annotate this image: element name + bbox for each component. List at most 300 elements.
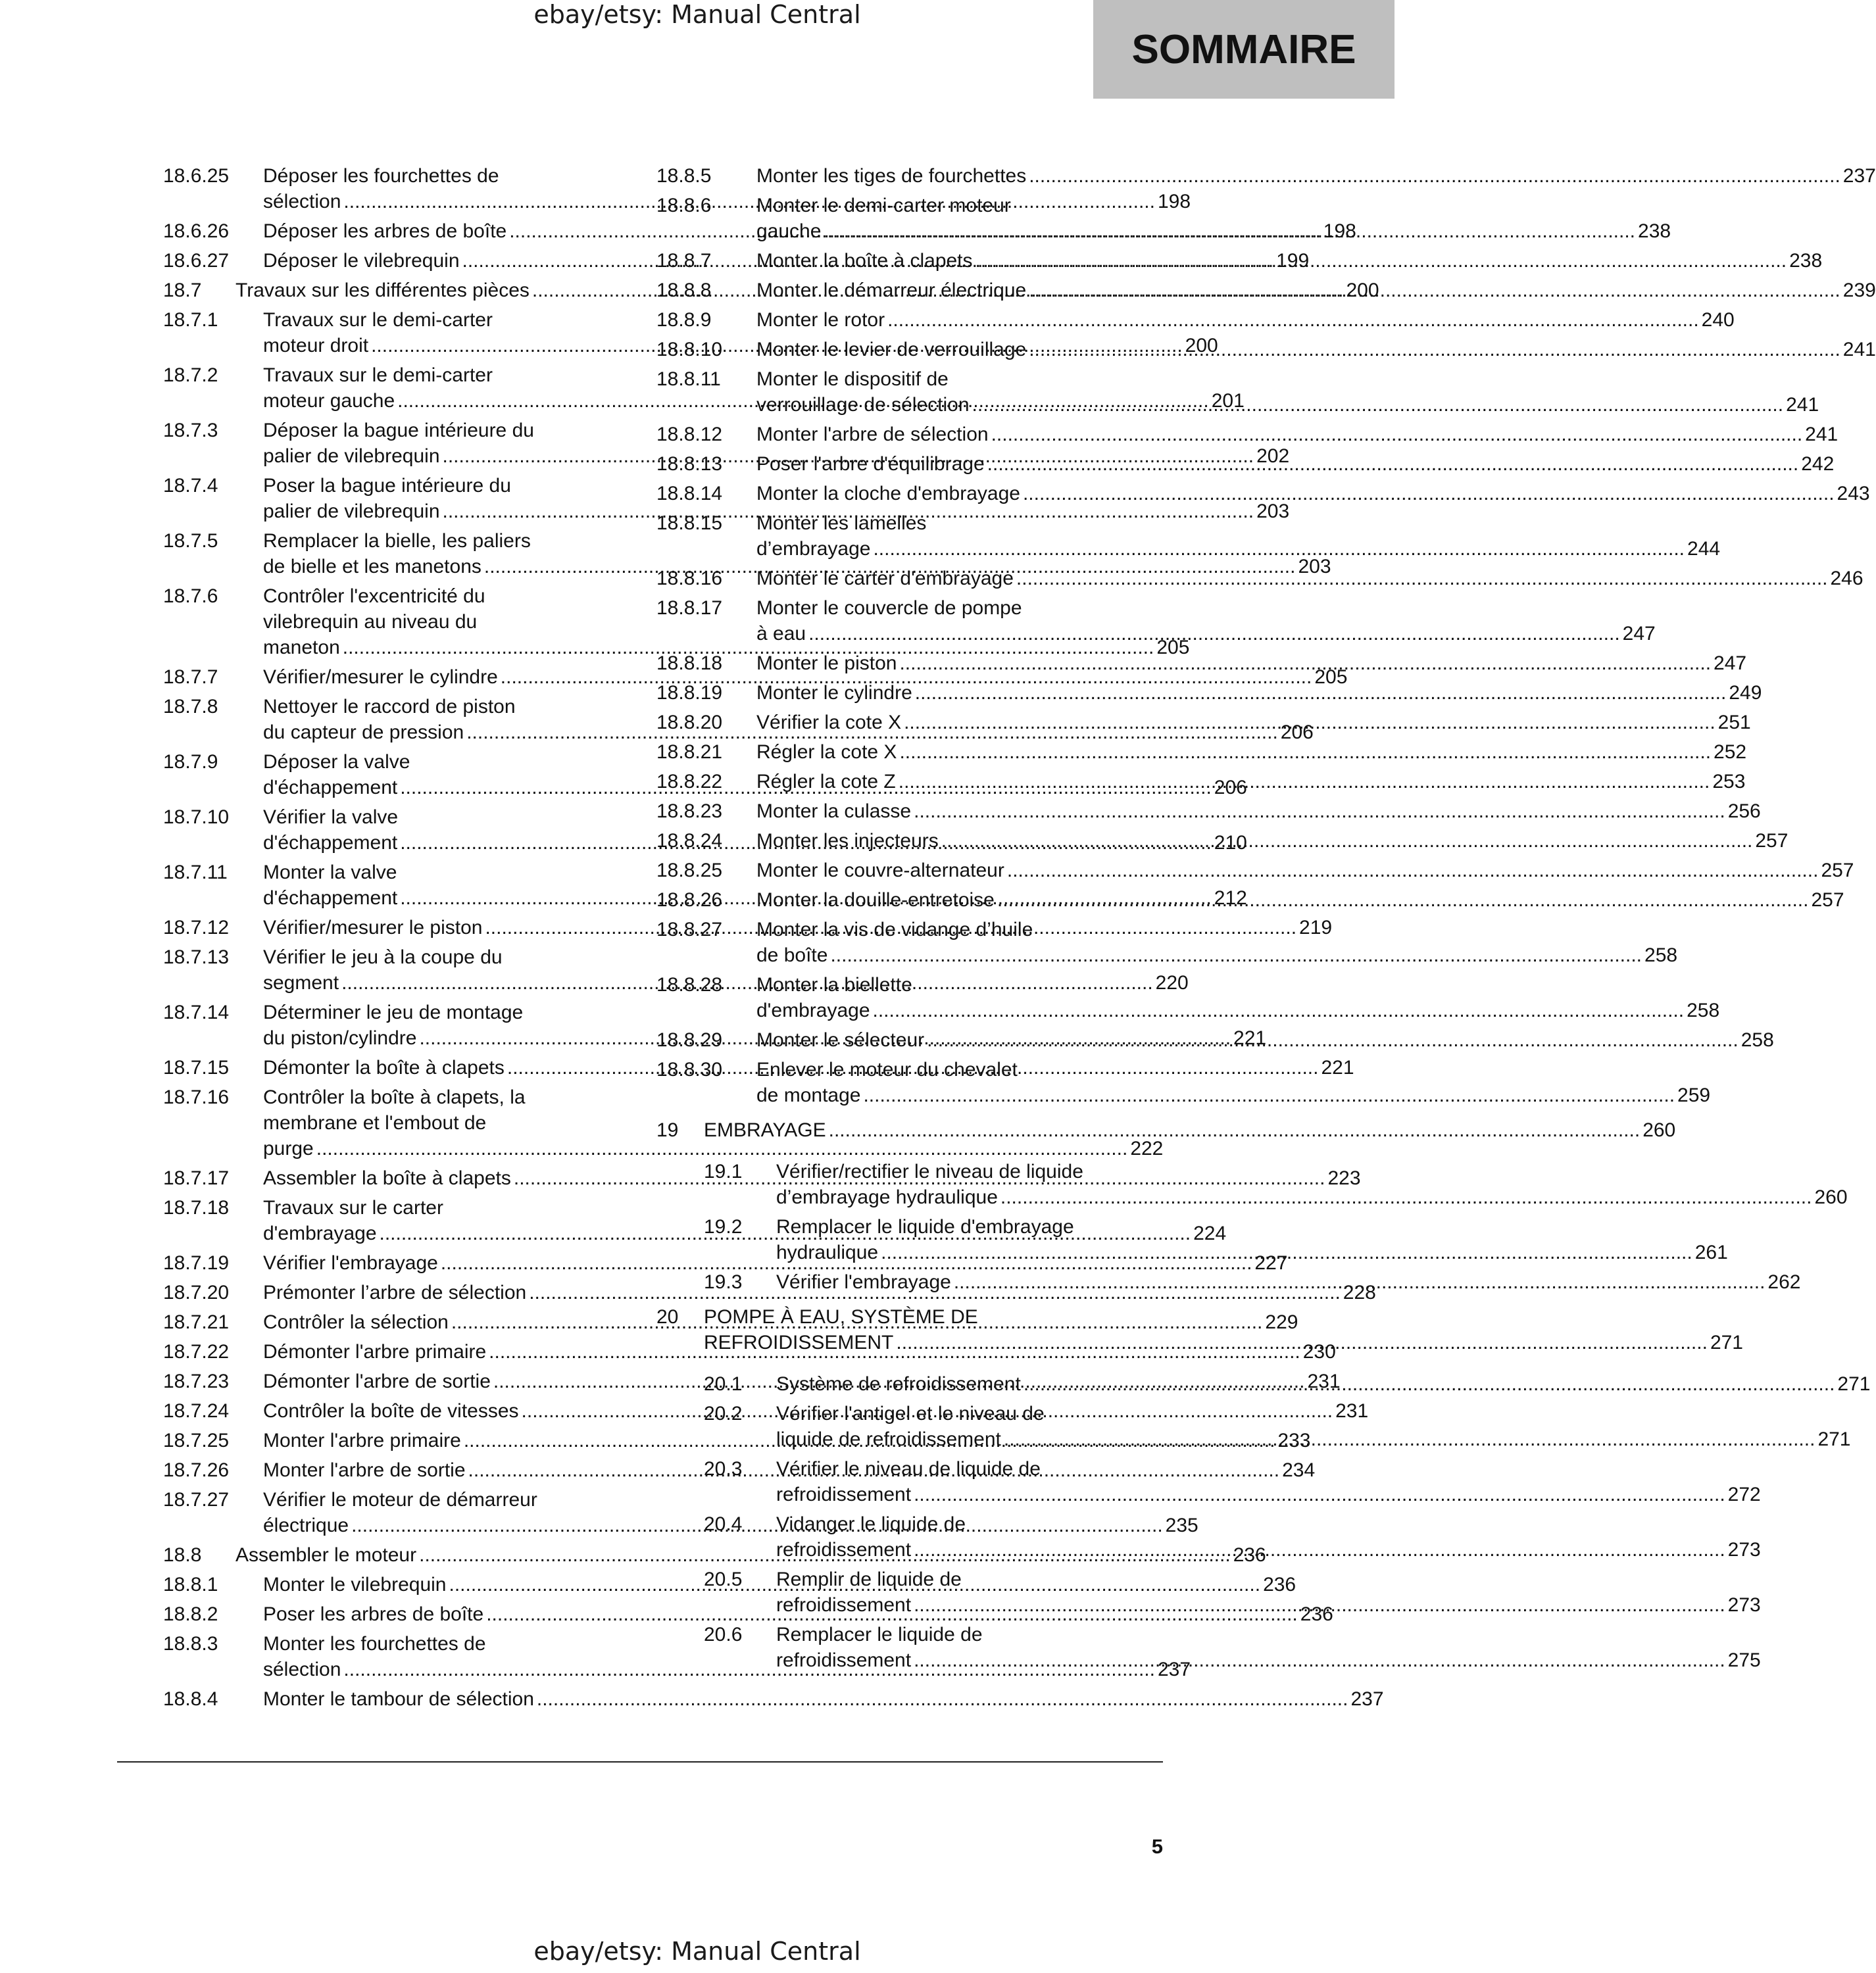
toc-entry-number: 20.1	[704, 1373, 743, 1395]
dot-leader	[1007, 858, 1819, 883]
toc-entry-page: 271	[1710, 1332, 1743, 1353]
toc-entry-title: d'échappement	[263, 832, 398, 854]
toc-entry-page: 251	[1717, 712, 1751, 733]
toc-entry-title: Vérifier la cote X	[756, 712, 902, 733]
toc-entry-number: 18.7.20	[163, 1282, 230, 1303]
toc-entry-title: verrouillage de sélection	[756, 394, 970, 416]
toc-entry-number: 18.8.11	[656, 368, 721, 390]
toc-entry-title: Vérifier/rectifier le niveau de liquide	[776, 1161, 1083, 1182]
dot-leader	[537, 1686, 1348, 1712]
toc-entry-number: 20.3	[704, 1458, 743, 1480]
toc-entry-title: hydraulique	[776, 1242, 879, 1263]
toc-entry-title: REFROIDISSEMENT	[704, 1332, 894, 1353]
toc-entry-title: liquide de refroidissement	[776, 1428, 1001, 1450]
toc-entry-number: 18.7.3	[163, 420, 218, 441]
toc-entry-title: Remplacer le liquide d'embrayage	[776, 1216, 1074, 1238]
toc-entry-title: Déposer le vilebrequin	[263, 250, 460, 272]
toc-entry-number: 18.8.14	[656, 483, 723, 504]
toc-entry[interactable]	[656, 481, 1870, 506]
toc-entry-number: 20.4	[704, 1513, 743, 1535]
dot-leader	[972, 392, 1784, 418]
toc-entry-title: du capteur de pression	[263, 721, 464, 743]
toc-entry-title: d'embrayage	[263, 1223, 377, 1244]
toc-entry-title: vilebrequin au niveau du	[263, 611, 478, 633]
toc-entry-title: Contrôler l'excentricité du	[263, 585, 485, 607]
toc-entry-title: Monter les injecteurs	[756, 830, 939, 852]
toc-entry-page: 210	[1214, 832, 1247, 854]
toc-entry-page: 221	[1233, 1027, 1267, 1049]
footer-divider	[117, 1761, 1163, 1763]
toc-entry[interactable]	[656, 858, 1854, 883]
toc-entry-page: 239	[1842, 280, 1876, 301]
toc-entry-page: 203	[1298, 556, 1331, 577]
dot-leader	[899, 650, 1711, 676]
toc-entry-number: 18.8.27	[656, 919, 723, 940]
toc-entry-title: refroidissement	[776, 1484, 912, 1505]
dot-leader	[1004, 1426, 1815, 1452]
toc-entry-title: Monter les fourchettes de	[263, 1633, 486, 1655]
toc-entry-number: 18.7.2	[163, 364, 218, 386]
toc-entry-number: 20	[656, 1306, 679, 1328]
dot-leader	[899, 769, 1710, 794]
toc-entry-title: Vérifier l'antigel et le niveau de	[776, 1403, 1045, 1425]
toc-entry-title: palier de vilebrequin	[263, 445, 440, 467]
toc-entry-title: Assembler la boîte à clapets	[263, 1167, 511, 1189]
toc-entry-title: Système de refroidissement	[776, 1373, 1021, 1395]
dot-leader	[914, 1482, 1725, 1507]
toc-entry-title: Déposer les fourchettes de	[263, 165, 499, 187]
toc-entry-title: à eau	[756, 623, 806, 645]
toc-entry-number: 18.6.26	[163, 220, 230, 242]
toc-entry-title: de bielle et les manetons	[263, 556, 481, 577]
toc-entry-number: 18.7.7	[163, 666, 218, 688]
toc-entry-page: 231	[1307, 1371, 1341, 1392]
toc-entry-number: 18.8.6	[656, 195, 712, 216]
dot-leader	[915, 680, 1727, 706]
toc-entry-title: Monter le rotor	[756, 309, 885, 331]
toc-entry-number: 18.8.16	[656, 568, 723, 589]
dot-leader	[1016, 566, 1828, 591]
toc-entry-title: Monter la boîte à clapets	[756, 250, 973, 272]
toc-entry-title: Démonter la boîte à clapets	[263, 1057, 505, 1079]
toc-entry-page: 203	[1256, 500, 1290, 522]
toc-entry-number: 18.7.25	[163, 1430, 230, 1451]
toc-entry-title: Travaux sur le carter	[263, 1197, 443, 1219]
toc-entry-page: 224	[1193, 1223, 1227, 1244]
toc-entry-number: 18.7.26	[163, 1459, 230, 1481]
toc-entry-page: 271	[1817, 1428, 1851, 1450]
toc-entry-title: Démonter l'arbre de sortie	[263, 1371, 491, 1392]
toc-entry-number: 18.7.8	[163, 696, 218, 718]
toc-entry[interactable]	[656, 163, 1876, 189]
dot-leader	[941, 828, 1753, 854]
dot-leader	[904, 710, 1716, 735]
dot-leader	[1029, 278, 1840, 303]
toc-entry-page: 198	[1323, 220, 1356, 242]
toc-entry[interactable]	[656, 422, 1839, 447]
toc-entry-number: 18.8	[163, 1544, 202, 1566]
toc-entry-page: 206	[1214, 777, 1247, 798]
toc-entry-title: Remplacer le liquide de	[776, 1624, 983, 1645]
toc-entry[interactable]	[656, 307, 1735, 333]
toc-entry-title: électrique	[263, 1515, 349, 1536]
toc-entry-number: 18.7.9	[163, 751, 218, 773]
dot-leader	[873, 536, 1685, 562]
toc-entry-number: 18.8.7	[656, 250, 712, 272]
toc-entry-page: 246	[1830, 568, 1864, 589]
toc-entry-page: 228	[1343, 1282, 1376, 1303]
toc-entry-page: 205	[1314, 666, 1348, 688]
toc-entry-title: purge	[263, 1138, 314, 1159]
toc-entry-page: 275	[1727, 1649, 1761, 1671]
toc-entry-title: Vérifier la valve	[263, 806, 399, 828]
dot-leader	[830, 942, 1642, 968]
toc-entry-number: 18.7.22	[163, 1341, 230, 1363]
toc-entry-page: 240	[1701, 309, 1735, 331]
toc-entry-number: 18.8.10	[656, 339, 723, 360]
toc-entry-title: Vidanger le liquide de	[776, 1513, 966, 1535]
toc-entry[interactable]	[656, 798, 1761, 824]
toc-entry-title: Monter le couvre-alternateur	[756, 860, 1004, 881]
toc-entry-number: 18.7.23	[163, 1371, 230, 1392]
toc-entry-page: 241	[1805, 424, 1839, 445]
dot-leader	[808, 621, 1620, 646]
dot-leader	[991, 422, 1803, 447]
toc-entry-title: Monter les lamelles	[756, 512, 927, 534]
toc-entry-title: Déterminer le jeu de montage	[263, 1002, 524, 1023]
toc-entry-number: 18.8.19	[656, 682, 723, 704]
toc-entry-title: Monter la vis de vidange d’huile	[756, 919, 1033, 940]
toc-entry[interactable]	[656, 595, 1656, 646]
toc-entry-page: 202	[1256, 445, 1290, 467]
dot-leader	[829, 1117, 1641, 1143]
toc-entry-title: membrane et l'embout de	[263, 1112, 487, 1134]
toc-entry-title: Monter le vilebrequin	[263, 1574, 447, 1595]
toc-entry-title: d'échappement	[263, 887, 398, 909]
toc-entry-title: d'échappement	[263, 777, 398, 798]
toc-entry-page: 220	[1155, 972, 1189, 994]
toc-entry-page: 256	[1727, 800, 1761, 822]
toc-entry-number: 18.8.12	[656, 424, 723, 445]
toc-entry-page: 258	[1687, 1000, 1720, 1021]
toc-entry-title: Monter le levier de verrouillage	[756, 339, 1027, 360]
toc-entry-page: 258	[1644, 944, 1678, 966]
toc-entry-page: 242	[1801, 453, 1835, 475]
toc-entry-title: d’embrayage	[756, 538, 871, 560]
toc-entry-page: 247	[1714, 652, 1747, 674]
toc-entry-title: Poser les arbres de boîte	[263, 1603, 484, 1625]
toc-entry-title: Monter le sélecteur	[756, 1029, 925, 1051]
toc-entry-title: refroidissement	[776, 1539, 912, 1561]
toc-entry-number: 18.8.29	[656, 1029, 723, 1051]
toc-entry-number: 18.6.25	[163, 165, 230, 187]
toc-entry-title: Monter la culasse	[756, 800, 912, 822]
toc-entry-title: POMPE À EAU, SYSTÈME DE	[704, 1306, 978, 1328]
toc-entry-title: d'embrayage	[756, 1000, 870, 1021]
toc-entry-number: 20.6	[704, 1624, 743, 1645]
dot-leader	[887, 307, 1699, 333]
dot-leader	[1000, 1184, 1812, 1210]
toc-entry-page: 205	[1156, 637, 1190, 658]
dot-leader	[975, 248, 1787, 274]
toc-entry-number: 18.8.21	[656, 741, 723, 763]
toc-entry-page: 271	[1837, 1373, 1871, 1395]
toc-entry-page: 198	[1157, 191, 1191, 212]
toc-entry-title: Prémonter l’arbre de sélection	[263, 1282, 527, 1303]
toc-entry-page: 257	[1811, 889, 1844, 911]
dot-leader	[954, 1269, 1765, 1295]
toc-entry-number: 18.8.9	[656, 309, 712, 331]
toc-entry-title: refroidissement	[776, 1594, 912, 1616]
toc-entry[interactable]	[163, 664, 1348, 690]
dot-leader	[927, 1027, 1739, 1053]
dot-leader	[914, 1647, 1725, 1673]
dot-leader	[1024, 1371, 1835, 1397]
toc-entry-page: 199	[1276, 250, 1310, 272]
toc-entry-title: Monter la douille-entretoise	[756, 889, 995, 911]
toc-entry-number: 18.8.18	[656, 652, 723, 674]
toc-entry-title: Vérifier le niveau de liquide de	[776, 1458, 1041, 1480]
toc-entry[interactable]	[163, 1686, 1384, 1712]
toc-entry-title: Poser l'arbre d'équilibrage	[756, 453, 985, 475]
toc-entry-number: 18.8.25	[656, 860, 723, 881]
dot-leader	[914, 1592, 1725, 1618]
toc-entry-title: Déposer la bague intérieure du	[263, 420, 534, 441]
dot-leader	[896, 1330, 1708, 1355]
toc-entry-page: 261	[1694, 1242, 1728, 1263]
toc-entry-page: 238	[1638, 220, 1671, 242]
toc-entry-title: de boîte	[756, 944, 828, 966]
toc-entry-title: Monter le carter d'embrayage	[756, 568, 1014, 589]
toc-entry-number: 18.7	[163, 280, 202, 301]
toc-entry-page: 221	[1321, 1057, 1354, 1079]
toc-entry-title: moteur gauche	[263, 390, 395, 412]
toc-entry-number: 18.8.22	[656, 771, 723, 792]
toc-entry-title: Monter le tambour de sélection	[263, 1688, 534, 1710]
toc-entry-title: Contrôler la boîte à clapets, la	[263, 1086, 526, 1108]
toc-entry-number: 18.7.21	[163, 1311, 230, 1333]
watermark-bottom: ebay/etsy: Manual Central	[533, 1937, 861, 1966]
toc-entry-page: 247	[1622, 623, 1656, 645]
toc-entry-number: 18.6.27	[163, 250, 230, 272]
toc-entry-title: Régler la cote X	[756, 741, 897, 763]
toc-entry-number: 18.7.15	[163, 1057, 230, 1079]
toc-entry-number: 20.5	[704, 1569, 743, 1590]
toc-entry-number: 20.2	[704, 1403, 743, 1425]
dot-leader	[1029, 337, 1840, 362]
toc-entry-title: Remplacer la bielle, les paliers	[263, 530, 531, 552]
toc-entry-title: Travaux sur le demi-carter	[263, 364, 493, 386]
toc-entry-title: Vérifier l'embrayage	[776, 1271, 951, 1293]
dot-leader	[824, 218, 1635, 244]
toc-entry-page: 201	[1211, 390, 1245, 412]
toc-entry-title: Monter le dispositif de	[756, 368, 949, 390]
toc-entry-title: Vérifier/mesurer le cylindre	[263, 666, 498, 688]
toc-entry-page: 258	[1740, 1029, 1774, 1051]
toc-entry-number: 18.7.18	[163, 1197, 230, 1219]
toc-entry-number: 18.7.27	[163, 1489, 230, 1511]
toc-entry-number: 19	[656, 1119, 679, 1141]
dot-leader	[987, 451, 1799, 477]
toc-entry-page: 227	[1254, 1252, 1288, 1274]
toc-entry-number: 18.8.26	[656, 889, 723, 911]
toc-entry-title: Contrôler la sélection	[263, 1311, 449, 1333]
toc-entry[interactable]	[656, 650, 1747, 676]
dot-leader	[1023, 481, 1835, 506]
toc-entry-title: moteur droit	[263, 335, 369, 356]
toc-entry-number: 18.8.5	[656, 165, 712, 187]
section-title: SOMMAIRE	[1131, 26, 1356, 72]
toc-entry-title: Vérifier l'embrayage	[263, 1252, 438, 1274]
toc-entry-number: 18.7.5	[163, 530, 218, 552]
dot-leader	[1029, 163, 1840, 189]
dot-leader	[863, 1083, 1675, 1108]
toc-entry-page: 257	[1755, 830, 1789, 852]
toc-entry-number: 18.8.23	[656, 800, 723, 822]
toc-entry-title: Démonter l'arbre primaire	[263, 1341, 487, 1363]
toc-entry-page: 238	[1789, 250, 1823, 272]
toc-entry-number: 18.7.6	[163, 585, 218, 607]
toc-entry-number: 18.7.24	[163, 1400, 230, 1422]
toc-entry-page: 237	[1157, 1659, 1191, 1680]
toc-entry-number: 18.8.28	[656, 974, 723, 996]
toc-entry-number: 18.8.3	[163, 1633, 218, 1655]
toc-entry-number: 19.2	[704, 1216, 743, 1238]
toc-entry-title: Vérifier/mesurer le piston	[263, 917, 483, 938]
toc-entry-number: 18.7.10	[163, 806, 230, 828]
toc-entry-title: Nettoyer le raccord de piston	[263, 696, 516, 718]
toc-entry-title: Monter l'arbre primaire	[263, 1430, 461, 1451]
toc-entry-title: Déposer la valve	[263, 751, 410, 773]
toc-entry-title: Monter les tiges de fourchettes	[756, 165, 1027, 187]
toc-entry-page: 253	[1712, 771, 1746, 792]
toc-entry-title: Monter le couvercle de pompe	[756, 597, 1022, 619]
toc-entry-number: 18.7.19	[163, 1252, 230, 1274]
toc-entry[interactable]	[656, 680, 1762, 706]
toc-entry-title: gauche	[756, 220, 822, 242]
dot-leader	[997, 887, 1809, 913]
toc-entry-page: 252	[1714, 741, 1747, 763]
toc-entry-number: 18.7.17	[163, 1167, 230, 1189]
toc-entry-page: 273	[1727, 1594, 1761, 1616]
toc-entry-number: 18.8.1	[163, 1574, 218, 1595]
toc-entry-page: 244	[1687, 538, 1721, 560]
toc-entry-title: Régler la cote Z	[756, 771, 896, 792]
toc-entry-number: 18.8.4	[163, 1688, 218, 1710]
toc-entry-page: 243	[1837, 483, 1870, 504]
toc-entry-title: Monter l'arbre de sélection	[756, 424, 989, 445]
toc-entry-number: 18.7.1	[163, 309, 218, 331]
toc-entry-title: Vérifier le moteur de démarreur	[263, 1489, 537, 1511]
toc-entry-title: Monter le demi-carter moteur	[756, 195, 1011, 216]
toc-entry-page: 231	[1335, 1400, 1369, 1422]
toc-entry[interactable]	[656, 1117, 1676, 1143]
toc-entry-number: 18.8.20	[656, 712, 723, 733]
toc-entry-page: 241	[1786, 394, 1819, 416]
toc-entry-title: segment	[263, 972, 339, 994]
dot-leader	[881, 1240, 1692, 1265]
toc-entry-title: Travaux sur les différentes pièces	[235, 280, 530, 301]
toc-entry-page: 236	[1233, 1544, 1266, 1566]
toc-entry-title: Poser la bague intérieure du	[263, 475, 511, 497]
toc-entry-number: 18.7.14	[163, 1002, 230, 1023]
toc-entry-title: Assembler le moteur	[235, 1544, 417, 1566]
toc-entry-title: Monter la cloche d'embrayage	[756, 483, 1020, 504]
toc-entry-title: Monter la valve	[263, 862, 397, 883]
toc-entry-page: 234	[1282, 1459, 1316, 1481]
toc-entry-title: d’embrayage hydraulique	[776, 1186, 998, 1208]
toc-entry-page: 212	[1214, 887, 1247, 909]
toc-entry-number: 18.8.8	[656, 280, 712, 301]
toc-entry-number: 18.8.13	[656, 453, 723, 475]
toc-entry-title: de montage	[756, 1084, 861, 1106]
toc-entry-page: 262	[1767, 1271, 1801, 1293]
page-number: 5	[1151, 1835, 1163, 1858]
toc-entry-title: refroidissement	[776, 1649, 912, 1671]
toc-entry-page: 241	[1842, 339, 1876, 360]
toc-entry-page: 273	[1727, 1539, 1761, 1561]
toc-entry-title: Vérifier le jeu à la coupe du	[263, 946, 503, 968]
toc-entry-page: 257	[1821, 860, 1854, 881]
toc-entry-title: sélection	[263, 1659, 341, 1680]
toc-entry-title: Monter la biellette	[756, 974, 912, 996]
toc-entry-title: sélection	[263, 191, 341, 212]
toc-entry-page: 206	[1280, 721, 1314, 743]
toc-entry-number: 19.1	[704, 1161, 743, 1182]
toc-entry-title: maneton	[263, 637, 340, 658]
toc-entry-page: 235	[1165, 1515, 1198, 1536]
toc-entry-page: 260	[1642, 1119, 1676, 1141]
toc-entry-page: 219	[1299, 917, 1333, 938]
dot-leader	[914, 798, 1725, 824]
toc-entry-title: Contrôler la boîte de vitesses	[263, 1400, 519, 1422]
toc-entry-page: 259	[1677, 1084, 1711, 1106]
section-header	[1093, 0, 1395, 99]
toc-entry-number: 18.7.13	[163, 946, 230, 968]
dot-leader	[914, 1537, 1725, 1563]
toc-entry-number: 18.7.11	[163, 862, 228, 883]
toc-entry-number: 18.8.15	[656, 512, 723, 534]
toc-entry-page: 237	[1842, 165, 1876, 187]
toc-entry-page: 249	[1729, 682, 1762, 704]
toc-entry-title: Monter le piston	[756, 652, 897, 674]
toc-entry-title: Enlever le moteur du chevalet	[756, 1059, 1018, 1081]
toc-entry-title: Monter l'arbre de sortie	[263, 1459, 466, 1481]
toc-entry-number: 18.7.4	[163, 475, 218, 497]
toc-entry-page: 200	[1185, 335, 1218, 356]
toc-entry-title: Monter le cylindre	[756, 682, 912, 704]
toc-entry-title: Remplir de liquide de	[776, 1569, 962, 1590]
watermark-top: ebay/etsy: Manual Central	[533, 0, 861, 29]
toc-entry-page: 237	[1350, 1688, 1384, 1710]
toc-entry-number: 18.8.2	[163, 1603, 218, 1625]
toc-entry-number: 18.8.30	[656, 1059, 723, 1081]
dot-leader	[873, 998, 1685, 1023]
toc-entry-title: Travaux sur le demi-carter	[263, 309, 493, 331]
toc-entry-number: 18.7.12	[163, 917, 230, 938]
toc-entry-number: 19.3	[704, 1271, 743, 1293]
toc-entry-title: Monter le démarreur électrique	[756, 280, 1027, 301]
toc-entry[interactable]	[656, 739, 1747, 765]
toc-entry-page: 200	[1346, 280, 1379, 301]
toc-entry-number: 18.7.16	[163, 1086, 230, 1108]
toc-entry-number: 18.8.24	[656, 830, 723, 852]
toc-entry-title: Déposer les arbres de boîte	[263, 220, 507, 242]
toc-entry-page: 233	[1277, 1430, 1311, 1451]
toc-entry-title: du piston/cylindre	[263, 1027, 417, 1049]
toc-entry-page: 272	[1727, 1484, 1761, 1505]
toc-entry-number: 18.8.17	[656, 597, 723, 619]
